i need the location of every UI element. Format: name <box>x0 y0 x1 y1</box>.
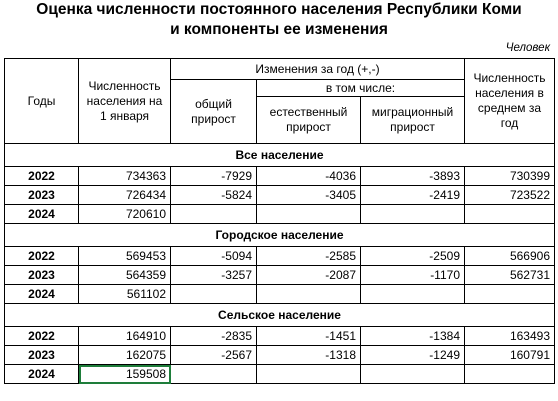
migration-growth-cell[interactable] <box>361 285 465 304</box>
avg-population-cell[interactable]: 562731 <box>465 266 555 285</box>
unit-label: Человек <box>505 42 550 54</box>
avg-population-cell[interactable]: 160791 <box>465 346 555 365</box>
population-jan1-cell[interactable]: 561102 <box>79 285 171 304</box>
avg-population-cell[interactable]: 723522 <box>465 186 555 205</box>
migration-growth-cell[interactable]: -2509 <box>361 247 465 266</box>
total-growth-cell[interactable] <box>171 285 257 304</box>
total-growth-cell[interactable] <box>171 205 257 224</box>
table-row <box>5 365 555 384</box>
avg-population-cell[interactable]: 163493 <box>465 327 555 346</box>
population-table <box>4 58 555 384</box>
section-header-row <box>5 304 555 327</box>
section-title[interactable]: Городское население <box>5 224 555 247</box>
population-jan1-cell[interactable]: 162075 <box>79 346 171 365</box>
population-jan1-cell[interactable]: 564359 <box>79 266 171 285</box>
total-growth-cell[interactable]: -5824 <box>171 186 257 205</box>
migration-growth-cell[interactable] <box>361 365 465 384</box>
year-cell[interactable]: 2022 <box>5 327 79 346</box>
header-changes: Изменения за год (+,-) <box>171 59 465 80</box>
natural-growth-cell[interactable]: -2087 <box>257 266 361 285</box>
total-growth-cell[interactable]: -2567 <box>171 346 257 365</box>
natural-growth-cell[interactable] <box>257 285 361 304</box>
avg-population-cell[interactable] <box>465 365 555 384</box>
migration-growth-cell[interactable]: -3893 <box>361 167 465 186</box>
population-jan1-cell[interactable]: 164910 <box>79 327 171 346</box>
table-row <box>5 327 555 346</box>
year-cell[interactable]: 2024 <box>5 285 79 304</box>
table-row <box>5 285 555 304</box>
natural-growth-cell[interactable]: -4036 <box>257 167 361 186</box>
year-cell[interactable]: 2023 <box>5 186 79 205</box>
total-growth-cell[interactable] <box>171 365 257 384</box>
header-population-jan1: Численность населения на 1 января <box>79 59 171 144</box>
avg-population-cell[interactable] <box>465 205 555 224</box>
natural-growth-cell[interactable]: -1451 <box>257 327 361 346</box>
header-avg-population: Численность населения в среднем за год <box>465 59 555 144</box>
migration-growth-cell[interactable] <box>361 205 465 224</box>
avg-population-cell[interactable]: 730399 <box>465 167 555 186</box>
header-including: в том числе: <box>257 80 465 97</box>
section-header-row <box>5 144 555 167</box>
selected-cell[interactable]: 159508 <box>79 365 171 384</box>
avg-population-cell[interactable] <box>465 285 555 304</box>
migration-growth-cell[interactable]: -2419 <box>361 186 465 205</box>
section-title[interactable]: Сельское население <box>5 304 555 327</box>
avg-population-cell[interactable]: 566906 <box>465 247 555 266</box>
natural-growth-cell[interactable]: -3405 <box>257 186 361 205</box>
population-jan1-cell[interactable]: 720610 <box>79 205 171 224</box>
year-cell[interactable]: 2023 <box>5 346 79 365</box>
header-years: Годы <box>5 59 79 144</box>
year-cell[interactable]: 2024 <box>5 205 79 224</box>
section-header-row <box>5 224 555 247</box>
population-jan1-cell[interactable]: 734363 <box>79 167 171 186</box>
migration-growth-cell[interactable]: -1170 <box>361 266 465 285</box>
title-line-2: и компоненты ее изменения <box>170 21 388 38</box>
header-natural-growth: естественный прирост <box>257 97 361 144</box>
total-growth-cell[interactable]: -3257 <box>171 266 257 285</box>
migration-growth-cell[interactable]: -1384 <box>361 327 465 346</box>
natural-growth-cell[interactable]: -2585 <box>257 247 361 266</box>
migration-growth-cell[interactable]: -1249 <box>361 346 465 365</box>
year-cell[interactable]: 2022 <box>5 247 79 266</box>
year-cell[interactable]: 2024 <box>5 365 79 384</box>
natural-growth-cell[interactable] <box>257 205 361 224</box>
title-line-1: Оценка численности постоянного населения Республики Коми <box>36 1 522 18</box>
table-row <box>5 266 555 285</box>
table-row <box>5 205 555 224</box>
total-growth-cell[interactable]: -2835 <box>171 327 257 346</box>
header-total-growth: общий прирост <box>171 80 257 144</box>
table-row <box>5 346 555 365</box>
population-jan1-cell[interactable]: 569453 <box>79 247 171 266</box>
table-row <box>5 247 555 266</box>
table-row <box>5 167 555 186</box>
total-growth-cell[interactable]: -7929 <box>171 167 257 186</box>
header-migration-growth: миграционный прирост <box>361 97 465 144</box>
total-growth-cell[interactable]: -5094 <box>171 247 257 266</box>
natural-growth-cell[interactable]: -1318 <box>257 346 361 365</box>
year-cell[interactable]: 2023 <box>5 266 79 285</box>
year-cell[interactable]: 2022 <box>5 167 79 186</box>
table-row <box>5 186 555 205</box>
population-jan1-cell[interactable]: 726434 <box>79 186 171 205</box>
natural-growth-cell[interactable] <box>257 365 361 384</box>
section-title[interactable]: Все население <box>5 144 555 167</box>
